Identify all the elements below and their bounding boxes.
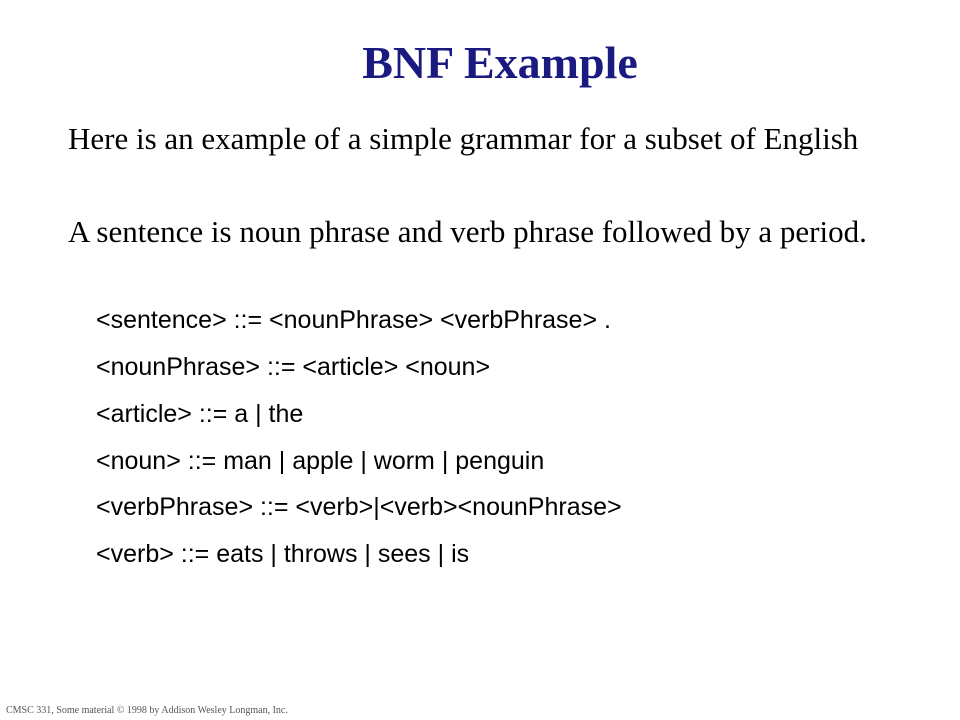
- grammar-rule-verb-phrase: <verbPhrase> ::= <verb>|<verb><nounPhrase>: [96, 493, 622, 521]
- grammar-rule-article: <article> ::= a | the: [96, 400, 304, 428]
- slide-title: BNF Example: [362, 37, 638, 88]
- intro-paragraph: Here is an example of a simple grammar for a subset of English: [68, 121, 859, 156]
- sentence-definition-paragraph: A sentence is noun phrase and verb phrase followed by a period.: [68, 214, 867, 249]
- grammar-rule-noun-phrase: <nounPhrase> ::= <article> <noun>: [96, 353, 491, 381]
- grammar-rule-verb: <verb> ::= eats | throws | sees | is: [96, 540, 470, 568]
- grammar-rule-noun: <noun> ::= man | apple | worm | penguin: [96, 447, 545, 475]
- slide-footer: CMSC 331, Some material © 1998 by Addison Wesley Longman, Inc.: [6, 705, 288, 716]
- grammar-rule-sentence: <sentence> ::= <nounPhrase> <verbPhrase> .: [96, 306, 611, 334]
